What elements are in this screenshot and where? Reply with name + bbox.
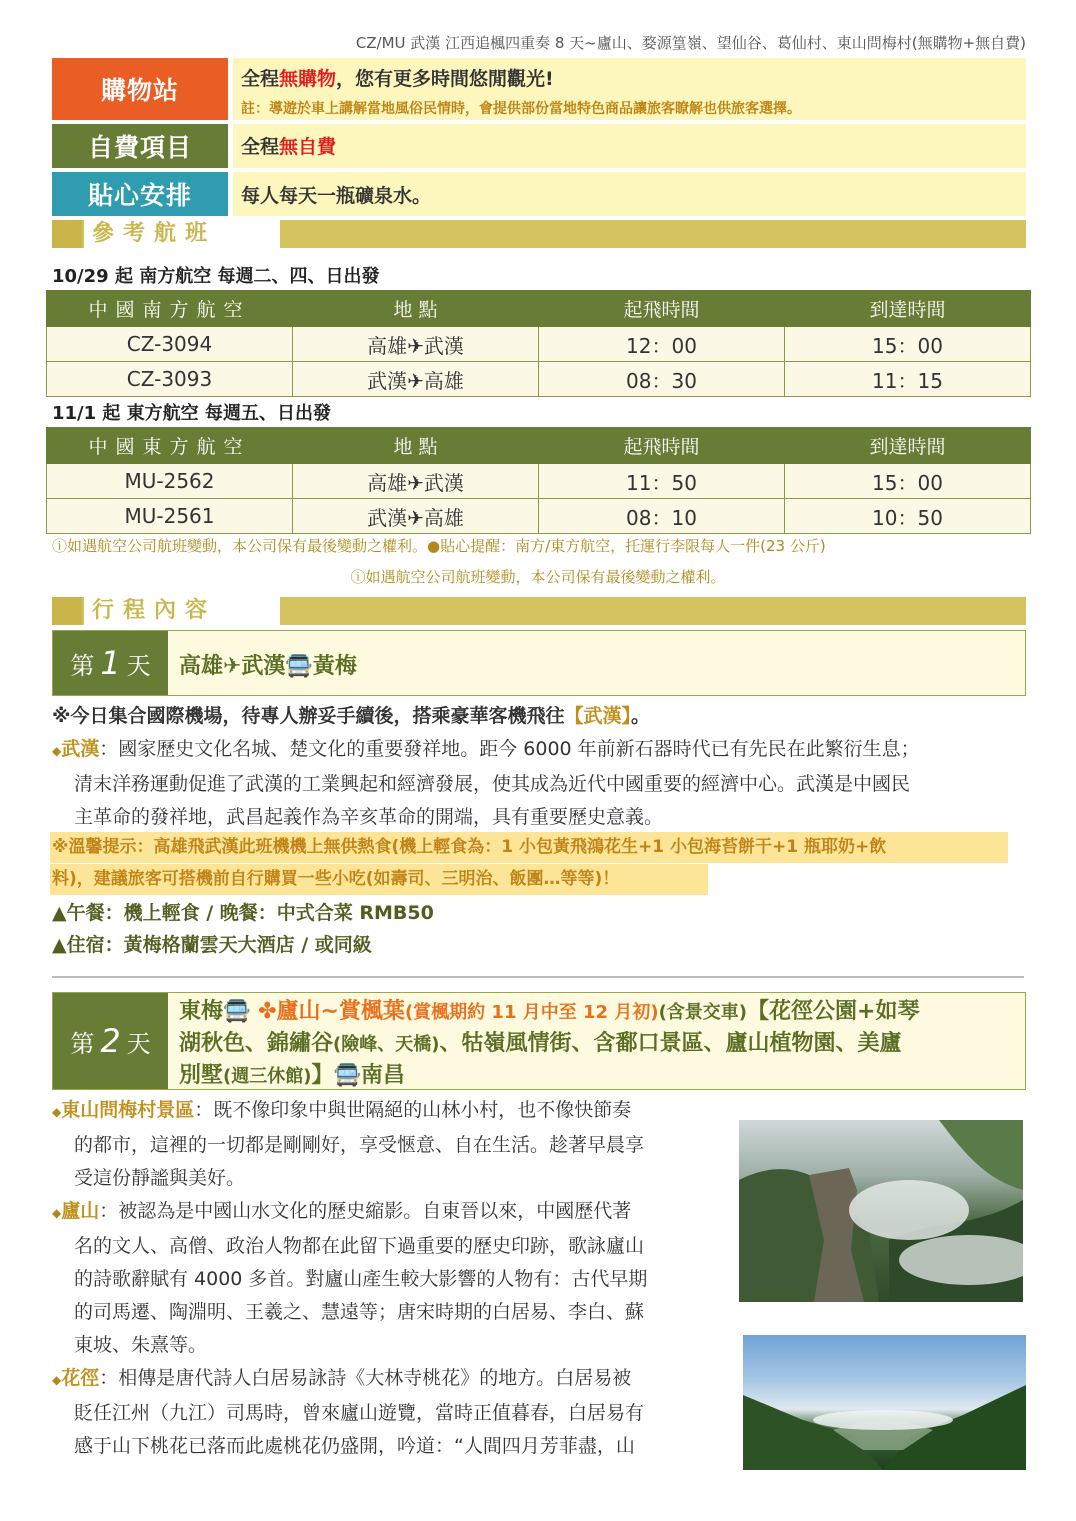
day2-body (52, 1094, 732, 1463)
title-seg: 東梅🚍 (179, 999, 259, 1024)
day2-title-line-2 (179, 1028, 919, 1060)
day-number: 2 (100, 1022, 121, 1060)
optional-pre: 全程 (241, 136, 280, 158)
hj-text: ：相傳是唐代詩人白居易詠詩《大林寺桃花》的地方。白居易被 (99, 1367, 632, 1389)
section-marker (52, 597, 82, 625)
table-cell: CZ-3093 (47, 362, 293, 397)
table-cell: 高雄✈武漢 (293, 464, 539, 499)
table-cell: MU-2561 (47, 499, 293, 534)
ls-line-2: 名的文人、高僧、政治人物都在此留下過重要的歷史印跡，歌詠廬山 (74, 1235, 645, 1257)
ls-text: ：被認為是中國山水文化的歷史縮影。自東晉以來，中國歷代著 (99, 1200, 632, 1222)
day1-intro (52, 700, 650, 733)
day2-title-line-3 (179, 1060, 919, 1092)
table-header: 到達時間 (785, 428, 1031, 464)
dsw-name: 東山問梅村景區 (61, 1099, 195, 1121)
warm-reminder (50, 832, 1008, 863)
warm-reminder-line-2: 料)，建議旅客可搭機前自行購買一些小吃(如壽司、三明治、飯團…等等)！ (52, 869, 620, 889)
wuhan-text: ：國家歷史文化名城、楚文化的重要發祥地。距今 6000 年前新石器時代已有先民在此繁衍生息； (99, 738, 920, 760)
day-suffix: 天 (126, 651, 151, 680)
cliff-illustration (739, 1120, 1023, 1302)
day2-header (52, 992, 1026, 1090)
lushan-valley-photo (743, 1335, 1026, 1470)
wuhan-line-3: 主革命的發祥地，武昌起義作為辛亥革命的開端，具有重要歷史意義。 (74, 806, 664, 828)
title-seg: 別墅 (179, 1063, 224, 1088)
day-prefix: 第 (70, 1029, 95, 1058)
table-header-row (47, 428, 1031, 464)
title-seg: 】🚍南昌 (311, 1063, 405, 1088)
warm-reminder-2 (50, 864, 708, 895)
day2-title-line-1 (179, 996, 919, 1028)
table-header: 中國東方航空 (47, 428, 293, 464)
title-maple-period: (賞楓期約 11 月中至 12 月初) (404, 1002, 659, 1023)
intro-pre: ※今日集合國際機場，待專人辦妥手續後，搭乘豪華客機飛往 (52, 705, 565, 727)
day-number: 1 (100, 644, 121, 682)
table-cell: 15：00 (785, 327, 1031, 362)
hj-line-3: 感于山下桃花已落而此處桃花仍盛開，吟道：“人間四月芳菲盡，山 (74, 1435, 635, 1457)
dsw-text: ：既不像印象中與世隔絕的山林小村，也不像快節奏 (194, 1099, 632, 1121)
lushan-cliff-photo (739, 1120, 1023, 1302)
title-seg: 湖秋色、錦繡谷 (179, 1031, 334, 1056)
table-cell: 10：50 (785, 499, 1031, 534)
table-cell: 高雄✈武漢 (293, 327, 539, 362)
day2-title (179, 996, 919, 1092)
intro-post: 。 (631, 705, 651, 727)
ls-line-5: 東坡、朱熹等。 (74, 1334, 208, 1356)
wuhan-line-1 (52, 733, 1032, 768)
table-cell: 08：10 (539, 499, 785, 534)
intro-highlight: 【武漢】 (564, 705, 631, 727)
wuhan-line-2: 清末洋務運動促進了武漢的工業興起和經濟發展，使其成為近代中國重要的經濟中心。武漢是中國民 (74, 773, 911, 795)
title-maple: 廬山~賞楓葉 (276, 999, 405, 1024)
wuhan-paragraph (52, 733, 1032, 834)
diamond-icon: ◆ (52, 1373, 62, 1387)
hj-line-2: 貶任江州（九江）司馬時，曾來廬山遊覽，當時正值暮春，白居易有 (74, 1402, 645, 1424)
table-cell: 11：15 (785, 362, 1031, 397)
table-cell: MU-2562 (47, 464, 293, 499)
itinerary-section-bar (52, 597, 1026, 625)
day1-meals: ▲午餐：機上輕食 / 晚餐：中式合菜 RMB50 (52, 902, 434, 924)
diamond-icon: ◆ (52, 1105, 62, 1119)
section-marker (52, 220, 82, 248)
table-cell: 11：50 (539, 464, 785, 499)
diamond-icon: ◆ (52, 1206, 62, 1220)
table-row (47, 464, 1031, 499)
table-header: 中國南方航空 (47, 291, 293, 327)
table-header: 地 點 (293, 428, 539, 464)
day1-title: 高雄✈武漢🚍黃梅 (179, 654, 357, 679)
table-cell: CZ-3094 (47, 327, 293, 362)
table-header: 到達時間 (785, 291, 1031, 327)
title-seg: 、牯嶺風情街、含鄱口景區、廬山植物園、美廬 (439, 1031, 902, 1056)
day1-header (52, 630, 1026, 696)
hj-line-1 (52, 1362, 732, 1397)
cz-intro: 10/29 起 南方航空 每週二、四、日出發 (52, 266, 380, 287)
day-suffix: 天 (126, 1029, 151, 1058)
cz-flight-table (46, 290, 1031, 397)
shopping-post: ，您有更多時間悠閒觀光! (336, 68, 554, 90)
day1-hotel: ▲住宿：黃梅格蘭雲天大酒店 / 或同級 (52, 934, 372, 956)
flight-note-2: ⓘ如遇航空公司航班變動，本公司保有最後變動之權利。 (350, 568, 726, 586)
shopping-red: 無購物 (279, 68, 337, 90)
mu-flight-table (46, 427, 1031, 534)
dsw-line-3: 受這份靜謐與美好。 (74, 1167, 246, 1189)
flights-section-bar (52, 220, 1026, 248)
document-header: CZ/MU 武漢 江西追楓四重奏 8 天~廬山、婺源篁嶺、望仙谷、葛仙村、東山問梅村(無購物+無自費) (355, 34, 1026, 52)
optional-label: 自費項目 (52, 124, 228, 168)
title-small: (週三休館) (223, 1066, 312, 1087)
shopping-box (233, 58, 1026, 120)
shopping-label: 購物站 (52, 58, 228, 120)
mu-intro: 11/1 起 東方航空 每週五、日出發 (52, 403, 331, 424)
table-cell: 武漢✈高雄 (293, 362, 539, 397)
table-row (47, 362, 1031, 397)
maple-leaf-icon: ✤ (258, 999, 277, 1024)
wuhan-name: 武漢 (61, 738, 100, 760)
ls-name: 廬山 (61, 1200, 100, 1222)
dsw-line-1 (52, 1094, 732, 1129)
day1-label (53, 631, 168, 695)
care-label: 貼心安排 (52, 172, 228, 216)
valley-illustration (743, 1335, 1026, 1470)
diamond-icon: ◆ (52, 744, 62, 758)
table-row (47, 499, 1031, 534)
optional-line (241, 132, 336, 159)
hj-name: 花徑 (61, 1367, 100, 1389)
table-cell: 12：00 (539, 327, 785, 362)
table-cell: 15：00 (785, 464, 1031, 499)
itinerary-section-title: 行程內容 (84, 597, 280, 625)
title-small: (險峰、天橋) (333, 1034, 440, 1055)
care-box (233, 172, 1026, 216)
optional-box (233, 124, 1026, 168)
day-prefix: 第 (70, 651, 95, 680)
ls-line-1 (52, 1195, 732, 1230)
day2-label (53, 993, 168, 1089)
flights-section-title: 參考航班 (84, 220, 280, 248)
table-header: 地 點 (293, 291, 539, 327)
table-header: 起飛時間 (539, 291, 785, 327)
dsw-line-2: 的都市，這裡的一切都是剛剛好，享受愜意、自在生活。趁著早晨享 (74, 1134, 645, 1156)
title-shuttle: (含景交車) (658, 1002, 748, 1023)
warm-reminder-line-1: ※溫馨提示：高雄飛武漢此班機機上無供熱食(機上輕食為：1 小包黃飛鴻花生+1 小包海苔餅干+1 瓶耶奶+飲 (52, 837, 887, 857)
shopping-pre: 全程 (241, 68, 280, 90)
title-seg: 【花徑公園+如琴 (747, 999, 920, 1024)
ls-line-3: 的詩歌辭賦有 4000 多首。對廬山產生較大影響的人物有：古代早期 (74, 1268, 648, 1290)
divider (52, 976, 1024, 978)
shopping-note: 註：導遊於車上講解當地風俗民情時，會提供部份當地特色商品讓旅客瞭解也供旅客選擇。 (241, 101, 801, 117)
table-cell: 武漢✈高雄 (293, 499, 539, 534)
shopping-line (241, 64, 554, 91)
ls-line-4: 的司馬遷、陶淵明、王羲之、慧遠等；唐宋時期的白居易、李白、蘇 (74, 1301, 645, 1323)
table-row (47, 327, 1031, 362)
flight-note-1: ⓘ如遇航空公司航班變動，本公司保有最後變動之權利。●貼心提醒：南方/東方航空，托運行李限每人一件(23 公斤) (52, 537, 826, 555)
table-cell: 08：30 (539, 362, 785, 397)
table-header: 起飛時間 (539, 428, 785, 464)
care-line: 每人每天一瓶礦泉水。 (241, 185, 432, 207)
optional-red: 無自費 (279, 136, 337, 158)
table-header-row (47, 291, 1031, 327)
